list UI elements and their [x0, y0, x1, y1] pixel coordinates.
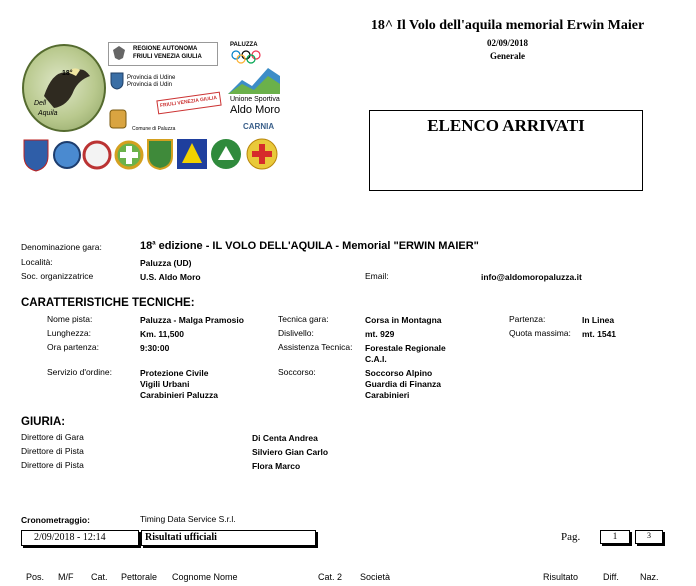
quota-value: mt. 1541 — [582, 329, 617, 339]
badge-1-icon — [22, 138, 50, 172]
col-pettorale: Pettorale — [121, 572, 158, 582]
lunghezza-value: Km. 11,500 — [140, 329, 184, 339]
localita-value: Paluzza (UD) — [140, 258, 192, 268]
giuria-name-3: Flora Marco — [252, 461, 301, 471]
soccorso-value-2: Guardia di Finanza — [365, 379, 442, 389]
eagle-logo — [22, 44, 106, 132]
provincia-text-2: Provincia di Udin — [127, 82, 173, 88]
soc-label: Soc. organizzatrice — [21, 271, 94, 281]
denominazione-text: edizione - IL VOLO DELL'AQUILA - Memorial "ERWIN MAIER" — [155, 240, 479, 252]
giuria-title: GIURIA: — [21, 416, 66, 428]
comune-text: Comune di Paluzza — [132, 126, 176, 132]
ora-value: 9:30:00 — [140, 343, 170, 353]
col-pos: Pos. — [26, 572, 45, 582]
comune-logo — [108, 108, 176, 136]
assistenza-label: Assistenza Tecnica: — [278, 342, 353, 352]
servizio-value-2: Vigili Urbani — [140, 379, 190, 389]
denominazione-number: 18 — [140, 240, 153, 252]
page-total-box — [635, 530, 663, 544]
unione-text-1: Unione Sportiva — [230, 96, 280, 103]
giuria-name-1: Di Centa Andrea — [252, 433, 318, 443]
page-total: 3 — [647, 531, 651, 540]
assistenza-value-2: C.A.I. — [365, 354, 387, 364]
regione-text-1: REGIONE AUTONOMA — [133, 46, 198, 52]
denominazione-sup: a — [152, 240, 156, 247]
col-cat2: Cat. 2 — [318, 572, 343, 582]
event-category: Generale — [490, 51, 525, 61]
provincia-shield-icon — [110, 72, 124, 90]
badge-3-icon — [82, 140, 112, 170]
regione-eagle-icon — [111, 44, 127, 62]
eagle-text-1: 18° — [62, 70, 73, 77]
carnia-text: CARNIA — [243, 122, 275, 131]
eagle-text-3: Aquila — [38, 110, 58, 117]
datetime-box — [21, 530, 139, 546]
col-mf: M/F — [58, 572, 74, 582]
status-value: Risultati ufficiali — [145, 532, 217, 543]
col-diff: Diff. — [603, 572, 619, 582]
denominazione-value — [140, 240, 479, 252]
event-title: 18^ Il Volo dell'aquila memorial Erwin Maier — [370, 18, 645, 33]
page-current-box — [600, 530, 630, 544]
soccorso-value-3: Carabinieri — [365, 390, 410, 400]
col-risultato: Risultato — [543, 572, 579, 582]
event-date: 02/09/2018 — [486, 38, 528, 48]
email-value: info@aldomoropaluzza.it — [481, 272, 582, 282]
badge-5-icon — [146, 138, 174, 170]
aldo-moro-logo — [230, 94, 285, 122]
badge-4-icon — [114, 140, 144, 170]
datetime-value: 2/09/2018 - 12:14 — [34, 532, 106, 543]
report-title: ELENCO ARRIVATI — [427, 116, 585, 135]
col-cat: Cat. — [91, 572, 108, 582]
col-nazione: Naz. — [640, 572, 659, 582]
lunghezza-label: Lunghezza: — [47, 328, 91, 338]
giuria-role-2: Direttore di Pista — [21, 446, 84, 456]
eagle-icon — [24, 46, 104, 130]
ora-label: Ora partenza: — [47, 342, 99, 352]
provincia-text-1: Provincia di Udine — [127, 75, 176, 81]
col-societa: Società — [360, 572, 391, 582]
page-current: 1 — [612, 531, 618, 541]
badge-6-icon — [176, 138, 208, 170]
dislivello-label: Dislivello: — [278, 328, 314, 338]
status-box — [141, 530, 316, 546]
paluzza-text: PALUZZA — [230, 42, 258, 48]
badge-8-icon — [246, 138, 278, 170]
carnia-logo — [203, 122, 285, 134]
giuria-name-2: Silviero Gian Carlo — [252, 447, 329, 457]
regione-logo — [108, 42, 218, 66]
servizio-value-3: Carabinieri Paluzza — [140, 390, 218, 400]
partenza-value: In Linea — [582, 315, 615, 325]
regione-text-2: FRIULI VENEZIA GIULIA — [133, 54, 202, 60]
quota-label: Quota massima: — [509, 328, 571, 338]
logo-area — [20, 40, 285, 180]
mountain-icon — [228, 62, 280, 94]
page-label: Pag. — [561, 531, 581, 543]
assistenza-value-1: Forestale Regionale — [365, 343, 446, 353]
provincia-logo — [110, 70, 180, 96]
results-table-header — [0, 572, 696, 586]
soccorso-value-1: Soccorso Alpino — [365, 368, 433, 378]
paluzza-logo — [228, 42, 280, 94]
col-cognome-nome: Cognome Nome — [172, 572, 238, 582]
email-label: Email: — [365, 271, 389, 281]
comune-shield-icon — [108, 108, 128, 130]
cronometraggio-label: Cronometraggio: — [21, 515, 90, 525]
giuria-role-1: Direttore di Gara — [21, 432, 84, 442]
tecnica-value: Corsa in Montagna — [365, 315, 442, 325]
nome-pista-value: Paluzza - Malga Pramosio — [140, 315, 244, 325]
unione-text-2: Aldo Moro — [230, 104, 281, 116]
servizio-value-1: Protezione Civile — [140, 368, 209, 378]
soc-value: U.S. Aldo Moro — [140, 272, 201, 282]
tecnica-label: Tecnica gara: — [278, 314, 329, 324]
badge-row — [20, 138, 285, 174]
caratteristiche-title: CARATTERISTICHE TECNICHE: — [21, 297, 195, 309]
badge-7-icon — [210, 138, 242, 170]
servizio-label: Servizio d'ordine: — [47, 367, 112, 377]
badge-2-icon — [52, 140, 82, 170]
nome-pista-label: Nome pista: — [47, 314, 93, 324]
dislivello-value: mt. 929 — [365, 329, 395, 339]
denominazione-label: Denominazione gara: — [21, 242, 102, 252]
partenza-label: Partenza: — [509, 314, 546, 324]
soccorso-label: Soccorso: — [278, 367, 316, 377]
cronometraggio-value: Timing Data Service S.r.l. — [140, 514, 236, 524]
eagle-text-2: Dell — [34, 100, 47, 107]
localita-label: Località: — [21, 257, 53, 267]
giuria-role-3: Direttore di Pista — [21, 460, 84, 470]
fvg-banner-text: FRIULI VENEZIA GIULIA — [159, 95, 218, 110]
report-title-box — [369, 110, 643, 191]
